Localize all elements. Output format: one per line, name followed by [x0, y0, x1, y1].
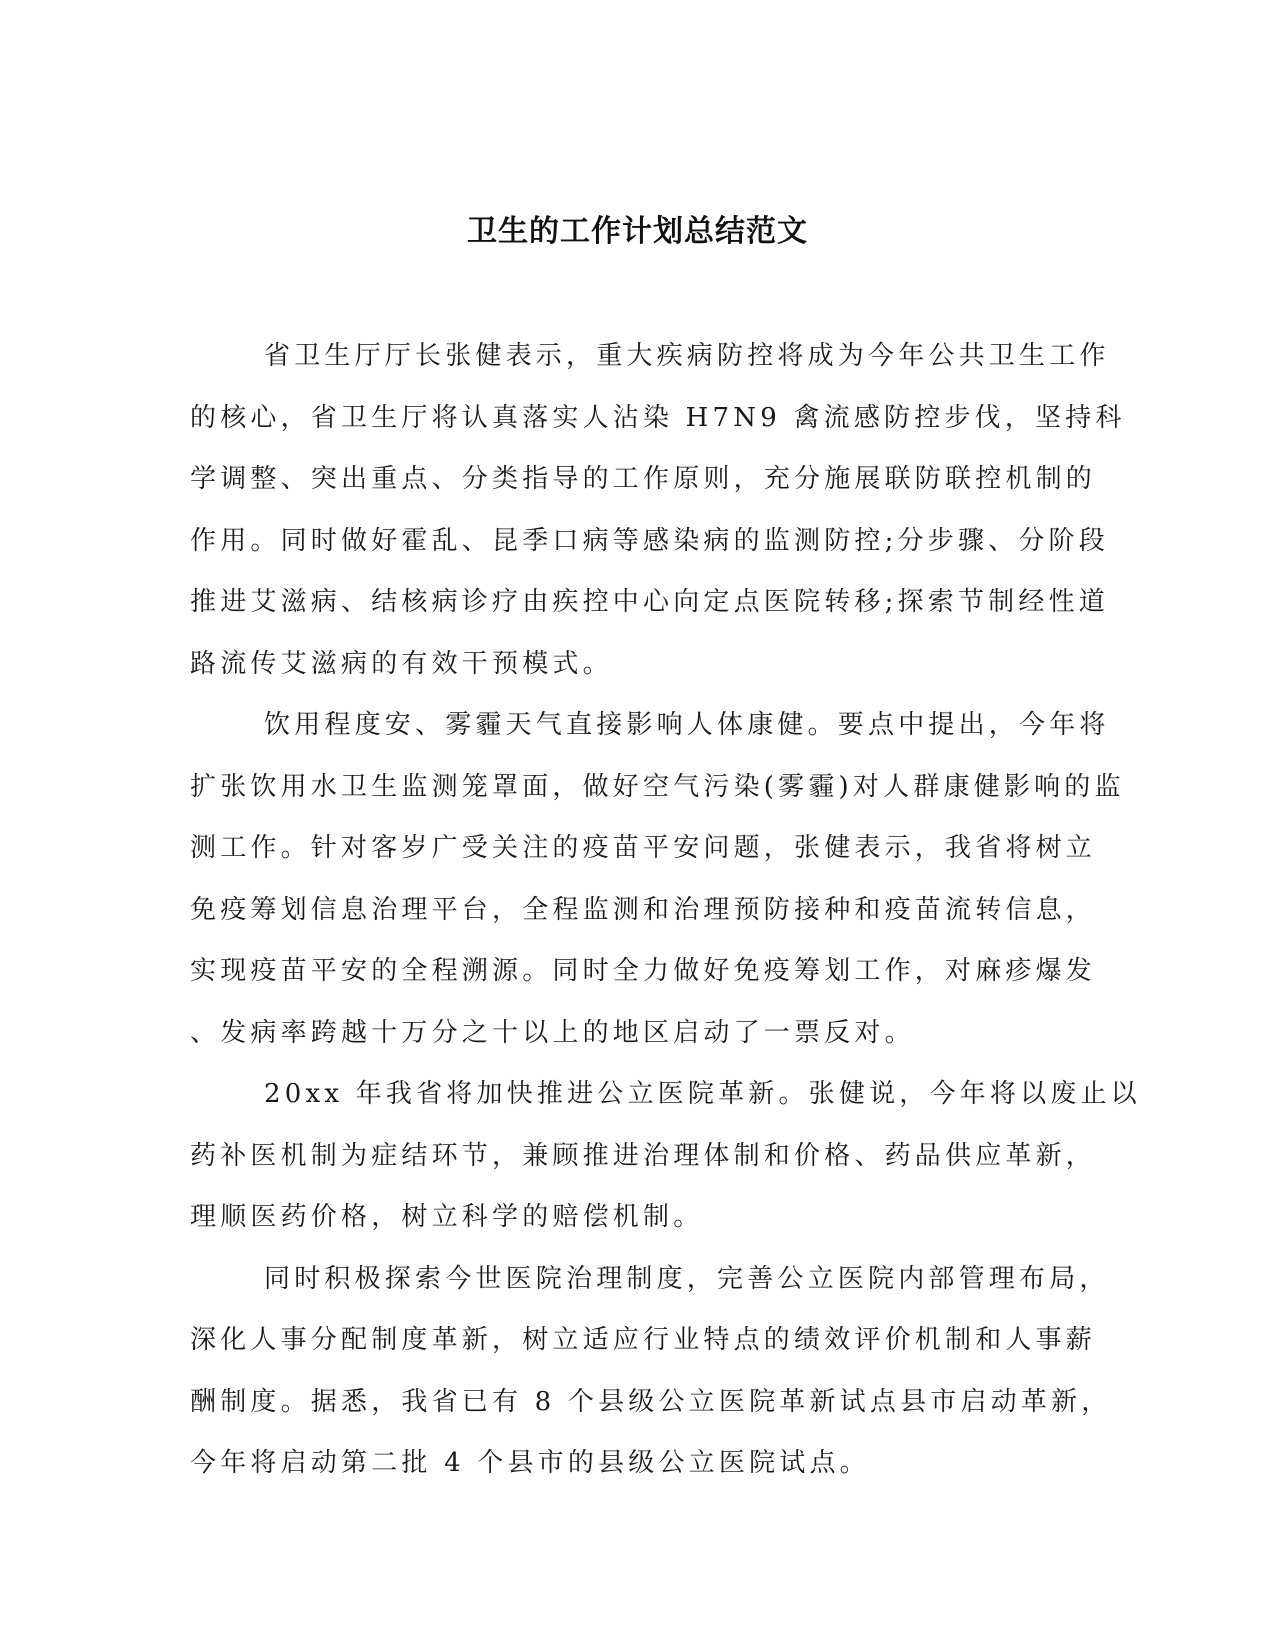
text-line: 实现疫苗平安的全程溯源。同时全力做好免疫筹划工作，对麻疹爆发 — [190, 956, 1097, 986]
text-line: 作用。同时做好霍乱、昆季口病等感染病的监测防控;分步骤、分阶段 — [190, 525, 1109, 556]
text-line: 的核心，省卫生厅将认真落实人沾染 H7N9 禽流感防控步伐，坚持科 — [190, 402, 1126, 433]
text-line: 饮用程度安、雾霾天气直接影响人体康健。要点中提出，今年将 — [264, 710, 1110, 740]
text-line: 、发病率跨越十万分之十以上的地区启动了一票反对。 — [190, 1017, 915, 1048]
paragraph-1 — [190, 326, 1126, 695]
text-line: 理顺医药价格，树立科学的赔偿机制。 — [190, 1202, 704, 1232]
text-line: 药补医机制为症结环节，兼顾推进治理体制和价格、药品供应革新， — [190, 1140, 1097, 1171]
text-line: 免疫筹划信息治理平台，全程监测和治理预防接种和疫苗流转信息， — [190, 894, 1097, 925]
paragraph-4 — [190, 1249, 1112, 1495]
text-line: 酬制度。据悉，我省已有 8 个县级公立医院革新试点县市启动革新， — [190, 1386, 1112, 1417]
text-line: 同时积极探索今世医院治理制度，完善公立医院内部管理布局， — [264, 1263, 1110, 1294]
text-line: 20xx 年我省将加快推进公立医院革新。张健说，今年将以废止以 — [264, 1079, 1141, 1109]
text-line: 今年将启动第二批 4 个县市的县级公立医院试点。 — [190, 1448, 870, 1478]
paragraph-2 — [190, 695, 1125, 1064]
text-line: 测工作。针对客岁广受关注的疫苗平安问题，张健表示，我省将树立 — [190, 833, 1097, 863]
paragraph-3 — [190, 1064, 1141, 1249]
document-body — [190, 326, 1141, 1495]
text-line: 扩张饮用水卫生监测笼罩面，做好空气污染(雾霾)对人群康健影响的监 — [190, 771, 1125, 802]
document-title: 卫生的工作计划总结范文 — [467, 214, 808, 249]
text-line: 学调整、突出重点、分类指导的工作原则，充分施展联防联控机制的 — [190, 464, 1097, 494]
text-line: 深化人事分配制度革新，树立适应行业特点的绩效评价机制和人事薪 — [190, 1325, 1097, 1355]
text-line: 路流传艾滋病的有效干预模式。 — [190, 648, 613, 679]
text-line: 推进艾滋病、结核病诊疗由疾控中心向定点医院转移;探索节制经性道 — [190, 587, 1109, 617]
text-line: 省卫生厅厅长张健表示，重大疾病防控将成为今年公共卫生工作 — [264, 341, 1110, 371]
